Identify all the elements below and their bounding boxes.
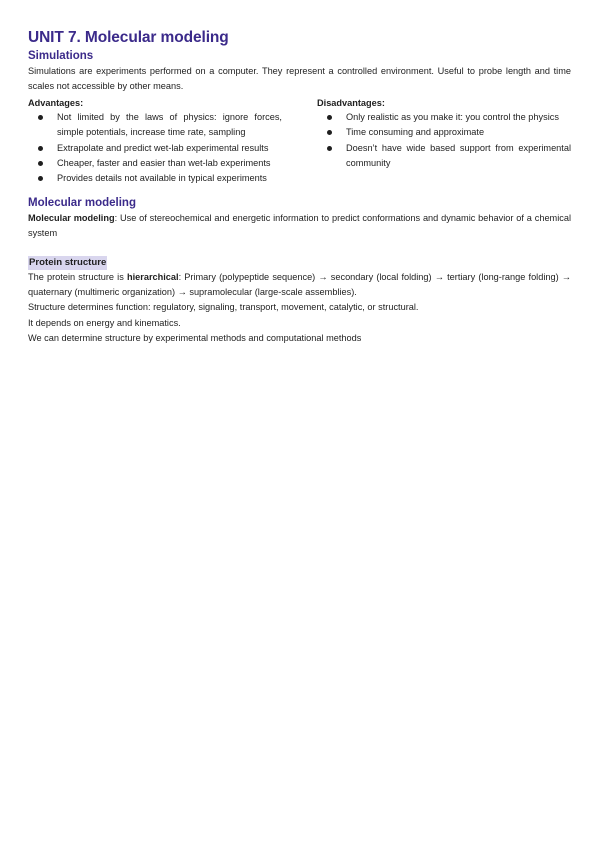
molecular-modeling-heading: Molecular modeling	[28, 196, 136, 209]
page-title: UNIT 7. Molecular modeling	[28, 29, 229, 46]
document-content	[28, 28, 571, 347]
bullet-icon	[327, 130, 332, 135]
bullet-icon	[38, 115, 43, 120]
disadvantage-text: Time consuming and approximate	[346, 127, 485, 138]
disadvantages-list	[317, 110, 571, 172]
bullet-icon	[38, 176, 43, 181]
bullet-icon	[327, 146, 332, 151]
pros-cons-columns	[28, 95, 571, 187]
list-item	[28, 171, 282, 186]
list-item	[317, 141, 571, 172]
advantage-text: Cheaper, faster and easier than wet-lab experiments	[57, 158, 271, 169]
molecular-modeling-definition	[28, 211, 571, 242]
advantage-text: Extrapolate and predict wet-lab experimental results	[57, 142, 269, 153]
list-item	[317, 110, 571, 125]
protein-structure-hierarchy	[28, 270, 571, 301]
hierarchy-text-rest: : Primary (polypeptide sequence) → secondary (local folding) → tertiary (long-range folding) → quaternary (multimeric organization) → supramolecular (large-scale assemblies).	[28, 271, 571, 298]
protein-structure-heading: Protein structure	[29, 256, 107, 268]
advantage-text: Provides details not available in typical experiments	[57, 173, 267, 184]
disadvantages-label: Disadvantages:	[317, 97, 385, 108]
definition-text: : Use of stereochemical and energetic information to predict conformations and dynamic behavior of a chemical system	[28, 212, 571, 239]
simulations-heading: Simulations	[28, 50, 94, 62]
structure-function-text: Structure determines function: regulatory, signaling, transport, movement, catalytic, or structural.	[28, 302, 419, 313]
simulations-intro: Simulations are experiments performed on a computer. They represent a controlled environment. Useful to probe length and time scales not accessible by other means.	[28, 66, 571, 92]
list-item	[28, 156, 282, 171]
disadvantage-text: Doesn’t have wide based support from experimental community	[346, 142, 571, 169]
advantages-label: Advantages:	[28, 97, 84, 108]
list-item	[28, 141, 282, 156]
bullet-icon	[327, 115, 332, 120]
list-item	[28, 110, 282, 141]
advantage-text: Not limited by the laws of physics: ignore forces, simple potentials, increase time rate, sampling	[57, 111, 282, 138]
list-item	[317, 125, 571, 140]
disadvantages-column	[317, 95, 571, 187]
advantages-list	[28, 110, 282, 187]
bullet-icon	[38, 161, 43, 166]
bullet-icon	[38, 146, 43, 151]
energy-kinematics-text: It depends on energy and kinematics.	[28, 317, 181, 328]
disadvantage-text: Only realistic as you make it: you control the physics	[346, 111, 559, 122]
definition-term: Molecular modeling	[28, 212, 115, 223]
determination-methods-text: We can determine structure by experimental methods and computational methods	[28, 333, 362, 344]
hierarchy-text-start: The protein structure is	[28, 271, 127, 282]
hierarchy-bold-term: hierarchical	[126, 271, 179, 282]
advantages-column	[28, 95, 282, 187]
